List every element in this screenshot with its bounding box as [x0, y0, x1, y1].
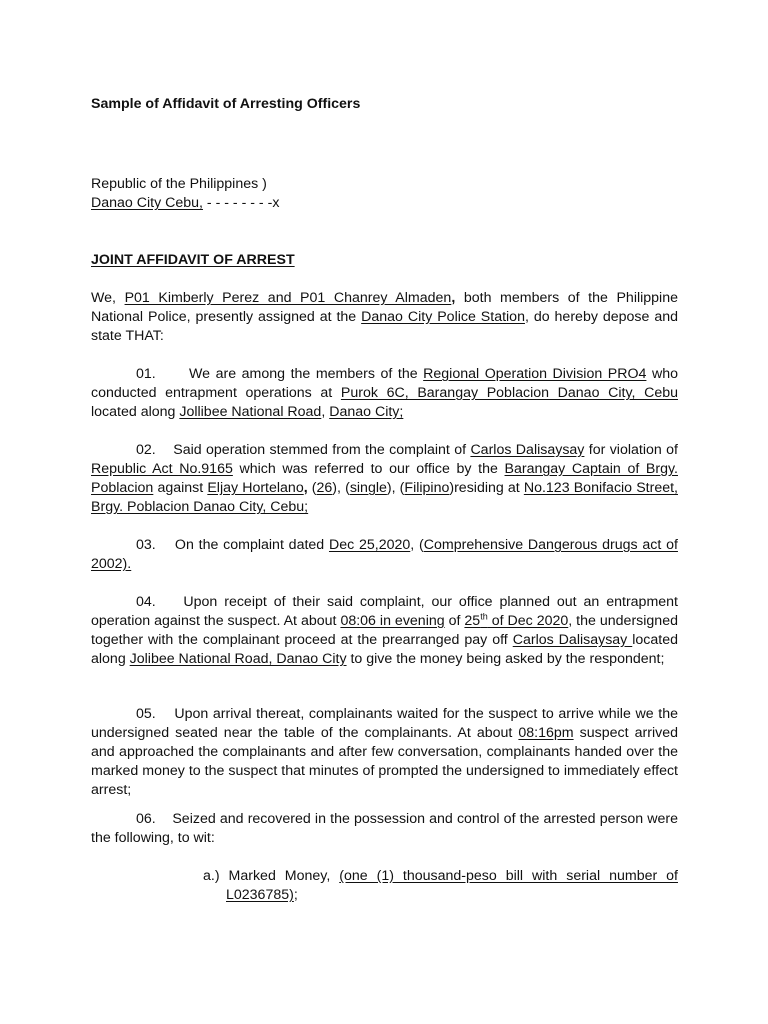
text: We are among the members of the	[189, 366, 424, 382]
text: ;	[293, 887, 298, 903]
paragraph-number: 05.	[136, 706, 156, 722]
suspect-status: single	[349, 480, 387, 496]
text: ,	[321, 404, 330, 420]
item-label: a.)	[203, 868, 229, 884]
item-detail: (one (1) thousand-peso bill with serial number of L0236785)	[226, 868, 678, 903]
paragraph-number: 04.	[136, 594, 156, 610]
act-name: Comprehensive Dangerous drugs act of 2002).	[91, 537, 678, 572]
arrival-time: 08:16pm	[518, 725, 574, 741]
document-heading: JOINT AFFIDAVIT OF ARREST	[91, 252, 295, 268]
text: both members of the Philippine National Police, presently assigned at the	[91, 290, 678, 325]
law-reference: Republic Act No.9165	[91, 461, 233, 477]
text: )residing at	[449, 480, 524, 496]
page-title: Sample of Affidavit of Arresting Officers	[91, 96, 361, 112]
suspect-address: No.123 Bonifacio Street, Brgy. Poblacion Danao City, Cebu;	[91, 480, 678, 515]
venue-line-city	[91, 194, 678, 213]
paragraph-number: 06.	[136, 811, 156, 827]
text: th	[480, 611, 488, 622]
text: of	[444, 613, 465, 629]
text: to give the money being asked by the respondent;	[346, 651, 665, 667]
referrer: Barangay Captain of Brgy. Poblacion	[91, 461, 678, 496]
paragraph-number: 01.	[136, 366, 156, 382]
text: On the complaint dated	[174, 537, 329, 553]
paragraph-01	[91, 365, 678, 422]
city-name: Danao City;	[329, 404, 404, 420]
paragraph-number: 03.	[136, 537, 156, 553]
suspect-nationality: Filipino	[404, 480, 450, 496]
paragraph-number: 02.	[136, 442, 156, 458]
text: suspect arrived and approached the complainants and after few conversation, complainants handed over the marked money to the suspect that minutes of prompted the undersigned to immediately effect arrest;	[91, 725, 678, 798]
text: located along	[91, 632, 678, 667]
text: , the undersigned together with the complainant proceed at the prearranged pay off	[91, 613, 678, 648]
suspect-age: 26	[316, 480, 333, 496]
venue-city: Danao City Cebu,	[91, 195, 203, 211]
paragraph-04	[91, 593, 678, 669]
operation-place: Purok 6C, Barangay Poblacion Danao City, Cebu	[340, 385, 678, 401]
text: ,	[451, 290, 456, 306]
text: ), (	[386, 480, 405, 496]
suspect-name: Eljay Hortelano	[207, 480, 304, 496]
complainant-name: Carlos Dalisaysay	[512, 632, 633, 648]
text: of Dec 2020	[487, 613, 569, 629]
text: against	[153, 480, 208, 496]
paragraph-05	[91, 705, 678, 800]
venue-block	[91, 175, 678, 213]
road-name: Jollibee National Road	[179, 404, 322, 420]
complaint-date: Dec 25,2020	[328, 537, 411, 553]
text: Seized and recovered in the possession and control of the arrested person were the following, to wit:	[91, 811, 678, 846]
meeting-location: Jolibee National Road, Danao City	[129, 651, 347, 667]
venue-dashes: - - - - - - - -x	[202, 195, 280, 211]
text: Upon arrival thereat, complainants waited for the suspect to arrive while we the undersigned seated near the table of the complainants. At about	[91, 706, 678, 741]
police-station: Danao City Police Station	[361, 309, 525, 325]
paragraph-02	[91, 441, 678, 517]
text: Upon receipt of their said complaint, our office planned out an entrapment operation against the suspect. At about	[91, 594, 678, 629]
officer-names: P01 Kimberly Perez and P01 Chanrey Almaden	[124, 290, 452, 306]
text: , (	[410, 537, 424, 553]
paragraph-06	[91, 810, 678, 848]
text: located along	[91, 404, 180, 420]
operation-date	[464, 613, 568, 629]
venue-line-republic: Republic of the Philippines )	[91, 176, 267, 192]
text: We,	[91, 290, 125, 306]
seized-item-a	[203, 867, 678, 905]
complainant-name: Carlos Dalisaysay	[470, 442, 585, 458]
unit-name: Regional Operation Division PRO4	[423, 366, 647, 382]
text: who conducted entrapment operations at	[91, 366, 678, 401]
text: for violation of	[584, 442, 678, 458]
text: , do hereby depose and state THAT:	[91, 309, 678, 344]
text: ,	[303, 480, 308, 496]
text: which was referred to our office by the	[232, 461, 505, 477]
paragraph-intro	[91, 289, 678, 346]
text: Marked Money,	[228, 868, 340, 884]
paragraph-03	[91, 536, 678, 574]
text: ), (	[332, 480, 350, 496]
text: Said operation stemmed from the complaint of	[173, 442, 471, 458]
text: 25	[464, 613, 481, 629]
text: (	[307, 480, 317, 496]
operation-time: 08:06 in evening	[340, 613, 445, 629]
